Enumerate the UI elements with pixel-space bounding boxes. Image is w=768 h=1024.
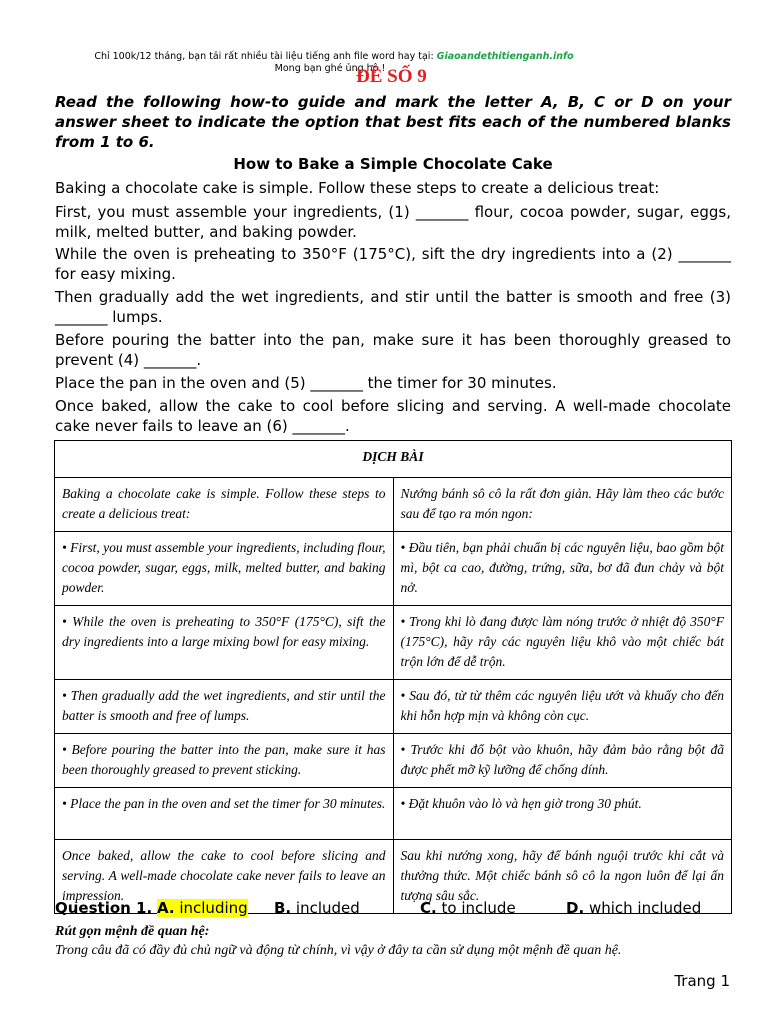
option-c[interactable] [420,898,516,918]
guide-paragraph: Place the pan in the oven and (5) _______ the timer for 30 minutes. [55,374,557,392]
option-text: including [179,899,248,917]
english-cell: • First, you must assemble your ingredients, including flour, cocoa powder, sugar, eggs, milk, melted butter, and baking powder. [55,532,394,606]
option-b[interactable] [274,898,360,918]
table-row [55,734,732,788]
translation-table [54,440,732,914]
exam-title: ĐỀ SỐ 9 [356,66,427,87]
table-row [55,532,732,606]
option-letter: C. [420,899,437,917]
vietnamese-cell: Nướng bánh sô cô la rất đơn giản. Hãy làm theo các bước sau để tạo ra món ngon: [393,478,732,532]
question-label: Question 1. [55,899,153,917]
table-row [55,478,732,532]
table-row [55,606,732,680]
guide-paragraph: Baking a chocolate cake is simple. Follow these steps to create a delicious treat: [55,179,660,197]
ad-line2: Mong bạn ghé ủng hộ ! [274,63,386,74]
table-row [55,788,732,840]
english-cell: • While the oven is preheating to 350°F (175°C), sift the dry ingredients into a large mixing bowl for easy mixing. [55,606,394,680]
option-text: to include [441,899,516,917]
ad-banner [0,51,668,63]
vietnamese-cell: • Đầu tiên, bạn phải chuẩn bị các nguyên liệu, bao gồm bột mì, bột ca cao, đường, trứng, sữa, bơ đã đun chảy và bột nở. [393,532,732,606]
table-header-row [55,441,732,478]
page-number: Trang 1 [674,972,730,990]
guide-title: How to Bake a Simple Chocolate Cake [233,155,553,173]
vietnamese-cell: • Trong khi lò đang được làm nóng trước ở nhiệt độ 350°F (175°C), hãy rây các nguyên liệu khô vào một chiếc bát trộn lớn để dễ trộn. [393,606,732,680]
english-cell: • Then gradually add the wet ingredients, and stir until the batter is smooth and free of lumps. [55,680,394,734]
guide-paragraph: While the oven is preheating to 350°F (175°C), sift the dry ingredients into a (2) _______ for easy mixing. [55,245,731,283]
ad-text: Chỉ 100k/12 tháng, bạn tải rất nhiều tài liệu tiếng anh file word hay tại: [94,51,437,62]
english-cell: • Place the pan in the oven and set the timer for 30 minutes. [55,788,394,840]
guide-paragraph: Once baked, allow the cake to cool before slicing and serving. A well-made chocolate cake never fails to leave an (6) _______. [55,397,731,435]
vietnamese-cell: • Đặt khuôn vào lò và hẹn giờ trong 30 phút. [393,788,732,840]
option-letter: B. [274,899,292,917]
option-letter: A. [156,899,175,917]
english-cell: Baking a chocolate cake is simple. Follow these steps to create a delicious treat: [55,478,394,532]
option-text: which included [588,899,702,917]
table-header: DỊCH BÀI [55,441,732,478]
english-cell: Once baked, allow the cake to cool before slicing and serving. A well-made chocolate cake never fails to leave an impression. [55,840,394,914]
instructions: Read the following how-to guide and mark the letter A, B, C or D on your answer sheet to indicate the option that best fits each of the numbered blanks from 1 to 6. [55,93,731,151]
option-letter: D. [566,899,585,917]
option-d[interactable] [566,898,701,918]
guide-paragraph: Before pouring the batter into the pan, make sure it has been thoroughly greased to prevent (4) _______. [55,331,731,369]
vietnamese-cell: • Sau đó, từ từ thêm các nguyên liệu ướt và khuấy cho đến khi hỗn hợp mịn và không còn cục. [393,680,732,734]
english-cell: • Before pouring the batter into the pan, make sure it has been thoroughly greased to prevent sticking. [55,734,394,788]
ad-site-link[interactable]: Giaoandethitienganh.info [436,51,574,62]
question-1 [55,898,702,918]
vietnamese-cell: Sau khi nướng xong, hãy để bánh nguội trước khi cắt và thưởng thức. Một chiếc bánh sô cô la ngon luôn để lại ấn tượng sâu sắc. [393,840,732,914]
explanation-body: Trong câu đã có đầy đủ chủ ngữ và động từ chính, vì vậy ở đây ta cần sử dụng một mệnh đề quan hệ. [55,943,622,958]
guide-paragraph: First, you must assemble your ingredients, (1) _______ flour, cocoa powder, sugar, eggs, milk, melted butter, and baking powder. [55,203,731,241]
vietnamese-cell: • Trước khi đổ bột vào khuôn, hãy đảm bảo rằng bột đã được phết mỡ kỹ lưỡng để chống dính. [393,734,732,788]
guide-paragraph: Then gradually add the wet ingredients, and stir until the batter is smooth and free (3) _______ lumps. [55,288,731,326]
explanation-title: Rút gọn mệnh đề quan hệ: [55,924,210,939]
table-row [55,680,732,734]
option-text: included [295,899,360,917]
option-a[interactable] [157,899,248,917]
